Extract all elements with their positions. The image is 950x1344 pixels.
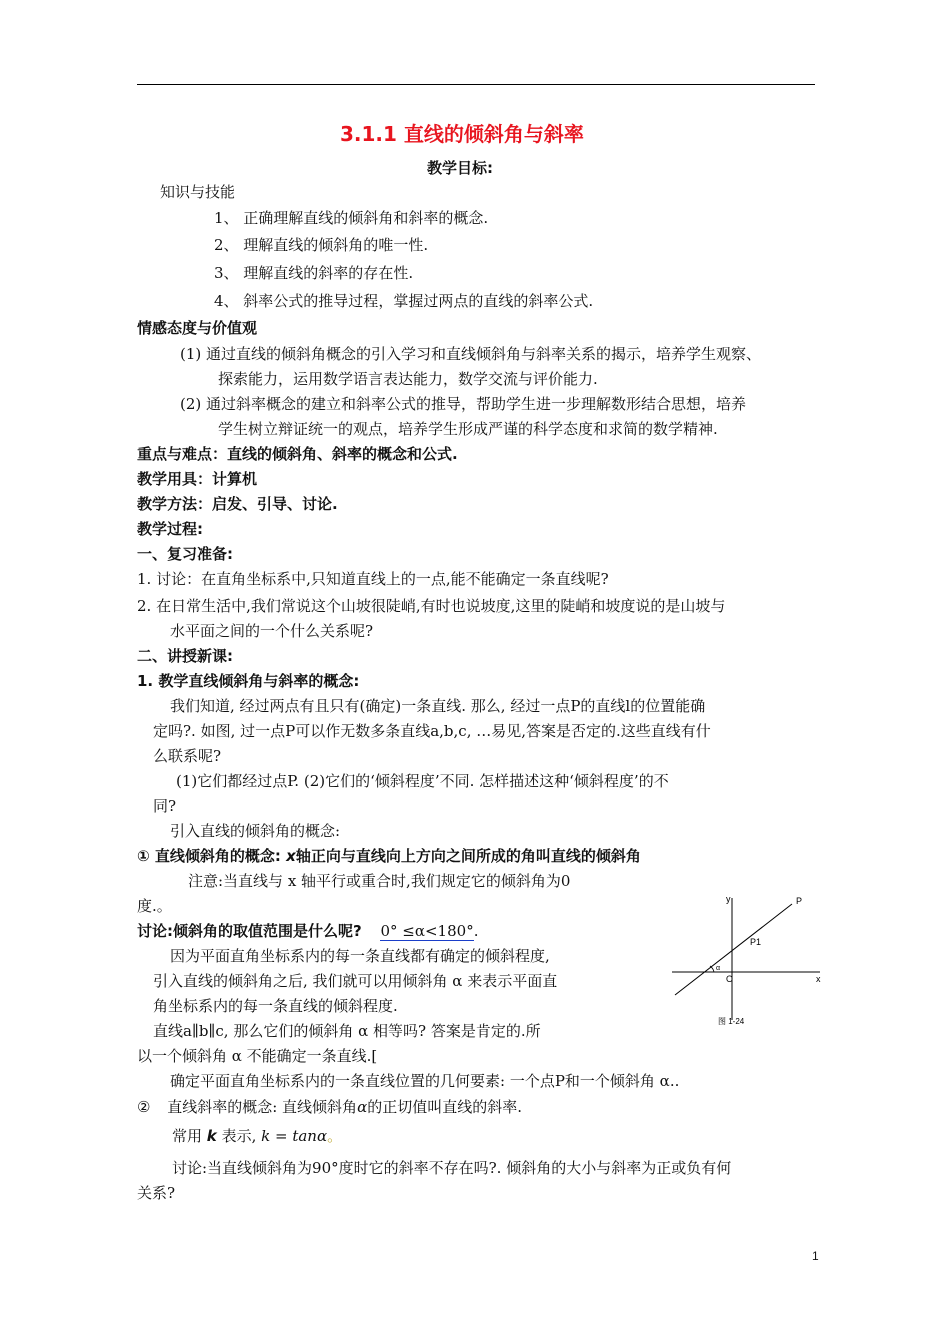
line-l: [675, 904, 792, 995]
range-end: .: [473, 922, 479, 940]
knowledge-item-4: 4、 斜率公式的推导过程，掌握过两点的直线的斜率公式.: [214, 292, 594, 310]
definition-2: [137, 1097, 522, 1117]
review-question-1: 1. 讨论：在直角坐标系中,只知道直线上的一点,能不能确定一条直线呢?: [137, 570, 609, 588]
label-y: y: [726, 894, 731, 904]
discussion2-line1: 讨论:当直线倾斜角为90°度时它的斜率不存在吗?. 倾斜角的大小与斜率为正或负有何: [172, 1159, 732, 1177]
label-x: x: [816, 974, 821, 984]
attitude-heading: 情感态度与价值观: [137, 319, 258, 337]
label-alpha: α: [716, 965, 721, 972]
label-p1: P1: [750, 937, 762, 947]
section1-heading: 一、复习准备:: [137, 545, 233, 563]
angle-arc: [710, 966, 714, 972]
figure-caption: 图 1-24: [718, 1017, 745, 1026]
teaching-methods: 教学方法：启发、引导、讨论.: [137, 495, 338, 513]
page-number: 1: [812, 1249, 819, 1263]
para3-line3: 角坐标系内的每一条直线的倾斜程度.: [153, 997, 398, 1015]
intro-line: 引入直线的倾斜角的概念:: [170, 822, 341, 840]
knowledge-item-2: 2、 理解直线的倾斜角的唯一性.: [214, 236, 429, 254]
attitude-1-line2: 探索能力，运用数学语言表达能力，数学交流与评价能力.: [218, 370, 598, 388]
definition-1-x: x: [286, 847, 296, 865]
definition-1-label: ① 直线倾斜角的概念:: [137, 847, 281, 865]
geometric-elements-line: 确定平面直角坐标系内的一条直线位置的几何要素: 一个点P和一个倾斜角 α..: [170, 1072, 680, 1090]
key-points: 重点与难点：直线的倾斜角、斜率的概念和公式.: [137, 445, 458, 463]
para1-line1: 我们知道, 经过两点有且只有(确定)一条直线. 那么, 经过一点P的直线l的位置能确: [170, 697, 706, 715]
attitude-2-line2: 学生树立辩证统一的观点，培养学生形成严谨的科学态度和求简的数学精神.: [218, 420, 718, 438]
teaching-goals-heading: 教学目标:: [427, 159, 493, 177]
para1-line2: 定吗?. 如图, 过一点P可以作无数多条直线a,b,c, …易见,答案是否定的.这些直线有什: [153, 722, 711, 740]
knowledge-heading: 知识与技能: [160, 183, 236, 201]
discussion-range-label: 讨论:倾斜角的取值范围是什么呢?: [137, 922, 362, 940]
slope-notation-prefix: 常用: [172, 1127, 203, 1145]
review-question-2-line1: 2. 在日常生活中,我们常说这个山坡很陡峭,有时也说坡度,这里的陡峭和坡度说的是山坡与: [137, 597, 726, 615]
teaching-process: 教学过程:: [137, 520, 203, 538]
teaching-tools: 教学用具：计算机: [137, 470, 258, 488]
header-rule: [137, 84, 815, 85]
label-origin: O: [726, 974, 734, 984]
para2-line2: 同?: [153, 797, 177, 815]
knowledge-item-3: 3、 理解直线的斜率的存在性.: [214, 264, 414, 282]
knowledge-item-1: 1、 正确理解直线的倾斜角和斜率的概念.: [214, 209, 489, 227]
note-line1: 注意:当直线与 x 轴平行或重合时,我们规定它的倾斜角为0: [188, 872, 571, 890]
definition-1-text: 轴正向与直线向上方向之间所成的角叫直线的倾斜角: [295, 847, 641, 865]
review-question-2-line2: 水平面之间的一个什么关系呢?: [170, 622, 374, 640]
attitude-2-line1: (2) 通过斜率概念的建立和斜率公式的推导，帮助学生进一步理解数形结合思想，培养: [180, 395, 747, 413]
inclination-angle-figure: [670, 890, 830, 1030]
slope-notation-mid: 表示,: [221, 1127, 257, 1145]
definition-2-alpha: α: [357, 1098, 368, 1116]
slope-formula: k = tanα: [261, 1127, 328, 1145]
subsection1-heading: 1. 教学直线倾斜角与斜率的概念:: [137, 672, 360, 690]
label-p: P: [796, 896, 803, 906]
range-answer: 0° ≤α<180°: [380, 922, 474, 940]
para4-line2: 以一个倾斜角 α 不能确定一条直线.[: [137, 1047, 378, 1065]
note-line2: 度.。: [137, 897, 172, 915]
definition-1: [137, 846, 641, 866]
definition-2-rest: 的正切值叫直线的斜率.: [367, 1098, 522, 1116]
para2-line1: (1)它们都经过点P. (2)它们的‘倾斜程度’不同. 怎样描述这种‘倾斜程度’的不: [176, 772, 669, 790]
slope-notation: [172, 1126, 342, 1146]
definition-2-number: ②: [137, 1098, 151, 1116]
slope-k: k: [206, 1127, 217, 1145]
para4-line1: 直线a∥b∥c, 那么它们的倾斜角 α 相等吗? 答案是肯定的.所: [153, 1022, 541, 1040]
para3-line2: 引入直线的倾斜角之后, 我们就可以用倾斜角 α 来表示平面直: [153, 972, 558, 990]
definition-2-text: 直线斜率的概念: 直线倾斜角: [167, 1098, 358, 1116]
slope-notation-end: 。: [327, 1127, 343, 1145]
page-title: 3.1.1 直线的倾斜角与斜率: [340, 122, 584, 146]
discussion-range: [137, 921, 478, 941]
para3-line1: 因为平面直角坐标系内的每一条直线都有确定的倾斜程度,: [170, 947, 550, 965]
discussion2-line2: 关系?: [137, 1184, 176, 1202]
section2-heading: 二、讲授新课:: [137, 647, 233, 665]
para1-line3: 么联系呢?: [153, 747, 222, 765]
attitude-1-line1: (1) 通过直线的倾斜角概念的引入学习和直线倾斜角与斜率关系的揭示，培养学生观察、: [180, 345, 762, 363]
